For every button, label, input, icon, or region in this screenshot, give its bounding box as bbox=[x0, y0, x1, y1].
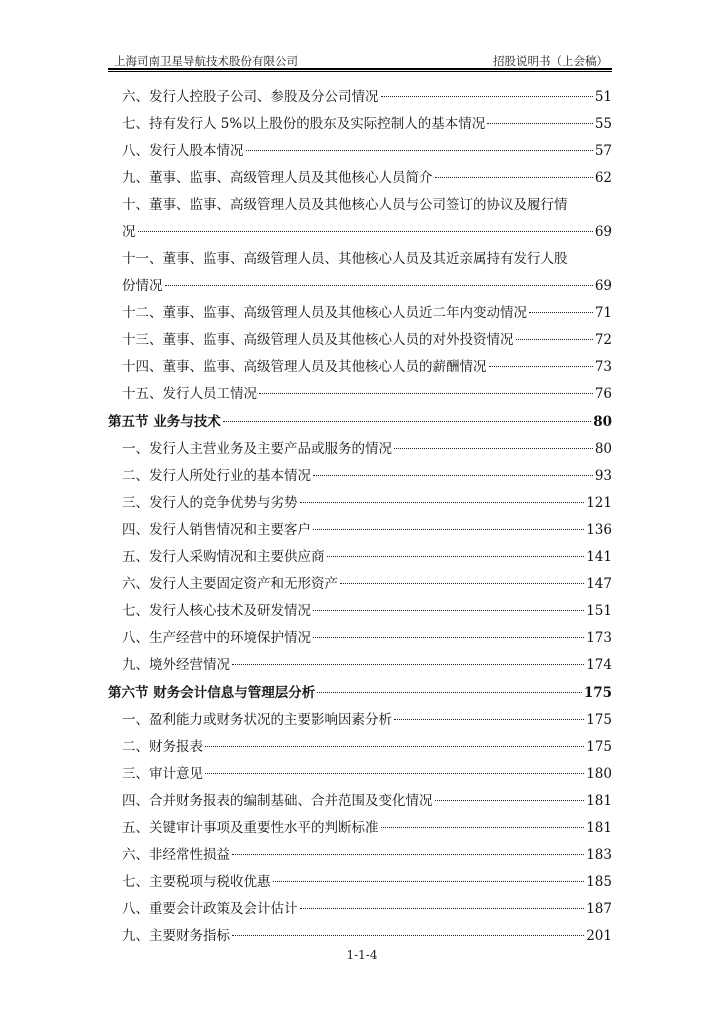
toc-entry[interactable] bbox=[108, 652, 612, 679]
toc-entry-title: 九、董事、监事、高级管理人员及其他核心人员简介 bbox=[122, 170, 433, 186]
toc-entry[interactable] bbox=[108, 327, 612, 354]
toc-entry-title: 二、发行人所处行业的基本情况 bbox=[122, 468, 311, 484]
toc-entry-title: 八、发行人股本情况 bbox=[122, 143, 244, 159]
toc-entry-page: 201 bbox=[586, 928, 612, 944]
leader-dots bbox=[300, 502, 585, 503]
toc-entry[interactable] bbox=[108, 192, 612, 246]
leader-dots bbox=[165, 285, 593, 286]
toc-entry[interactable] bbox=[108, 625, 612, 652]
toc-entry-title: 五、发行人采购情况和主要供应商 bbox=[122, 549, 325, 565]
toc-entry[interactable] bbox=[108, 463, 612, 490]
toc-entry-page: 62 bbox=[594, 170, 612, 186]
toc-section-entry[interactable] bbox=[108, 680, 612, 707]
toc-entry[interactable] bbox=[108, 815, 612, 842]
toc-entry[interactable] bbox=[108, 598, 612, 625]
toc-entry-page: 183 bbox=[586, 847, 612, 863]
leader-dots bbox=[489, 366, 593, 367]
leader-dots bbox=[205, 746, 584, 747]
toc-entry[interactable] bbox=[108, 436, 612, 463]
toc-entry-title: 八、重要会计政策及会计估计 bbox=[122, 901, 298, 917]
leader-dots bbox=[487, 123, 593, 124]
leader-dots bbox=[516, 339, 593, 340]
toc-entry-title: 六、发行人主要固定资产和无形资产 bbox=[122, 576, 338, 592]
toc-entry-title: 四、发行人销售情况和主要客户 bbox=[122, 522, 311, 538]
leader-dots bbox=[394, 448, 593, 449]
toc-section-entry[interactable] bbox=[108, 409, 612, 436]
leader-dots bbox=[381, 96, 593, 97]
leader-dots bbox=[327, 556, 585, 557]
leader-dots bbox=[223, 421, 592, 422]
toc-entry[interactable] bbox=[108, 842, 612, 869]
toc-entry-page: 76 bbox=[594, 386, 612, 402]
toc-entry-title: 七、发行人核心技术及研发情况 bbox=[122, 603, 311, 619]
toc-entry[interactable] bbox=[108, 707, 612, 734]
toc-entry-page: 147 bbox=[586, 576, 612, 592]
toc-entry[interactable] bbox=[108, 869, 612, 896]
toc-entry[interactable] bbox=[108, 544, 612, 571]
toc-entry-title: 十三、董事、监事、高级管理人员及其他核心人员的对外投资情况 bbox=[122, 332, 514, 348]
toc-entry-title-line1: 十、董事、监事、高级管理人员及其他核心人员与公司签订的协议及履行情 bbox=[122, 197, 568, 213]
toc-entry-page: 181 bbox=[586, 793, 612, 809]
toc-entry-title: 二、财务报表 bbox=[122, 739, 203, 755]
toc-entry-page: 173 bbox=[586, 630, 612, 646]
toc-entry-title: 三、审计意见 bbox=[122, 766, 203, 782]
page-header bbox=[108, 51, 612, 69]
leader-dots bbox=[313, 475, 593, 476]
toc-entry-page: 187 bbox=[586, 901, 612, 917]
toc-entry-page: 175 bbox=[586, 739, 612, 755]
toc-entry[interactable] bbox=[108, 84, 612, 111]
toc-entry-title: 一、发行人主营业务及主要产品或服务的情况 bbox=[122, 441, 392, 457]
toc-entry-title-line2: 份情况 bbox=[122, 278, 163, 294]
toc-entry-title-line2: 况 bbox=[122, 224, 136, 240]
toc-entry-page: 55 bbox=[594, 116, 612, 132]
toc-entry[interactable] bbox=[108, 517, 612, 544]
toc-entry-page: 141 bbox=[586, 549, 612, 565]
toc-entry-page: 180 bbox=[586, 766, 612, 782]
toc-entry-title: 六、非经常性损益 bbox=[122, 847, 230, 863]
toc-entry-page: 121 bbox=[586, 495, 612, 511]
toc-entry-title: 八、生产经营中的环境保护情况 bbox=[122, 630, 311, 646]
toc-entry-page: 185 bbox=[586, 874, 612, 890]
toc-entry-title: 十四、董事、监事、高级管理人员及其他核心人员的薪酬情况 bbox=[122, 359, 487, 375]
toc-entry-page: 71 bbox=[594, 305, 612, 321]
leader-dots bbox=[232, 664, 584, 665]
toc-entry[interactable] bbox=[108, 788, 612, 815]
toc-entry[interactable] bbox=[108, 138, 612, 165]
toc-entry-page: 72 bbox=[594, 332, 612, 348]
leader-dots bbox=[259, 393, 593, 394]
toc-entry-title: 五、关键审计事项及重要性水平的判断标准 bbox=[122, 820, 379, 836]
leader-dots bbox=[232, 854, 584, 855]
toc-entry-page: 174 bbox=[586, 657, 612, 673]
toc-entry-page: 73 bbox=[594, 359, 612, 375]
header-rule-thin bbox=[108, 71, 612, 72]
leader-dots bbox=[313, 637, 584, 638]
toc-entry-title: 九、主要财务指标 bbox=[122, 928, 230, 944]
toc-entry-title-line1: 十一、董事、监事、高级管理人员、其他核心人员及其近亲属持有发行人股 bbox=[122, 251, 568, 267]
leader-dots bbox=[340, 583, 584, 584]
table-of-contents bbox=[108, 84, 612, 950]
toc-entry[interactable] bbox=[108, 354, 612, 381]
page-number: 1-1-4 bbox=[346, 948, 378, 962]
toc-entry-title: 七、主要税项与税收优惠 bbox=[122, 874, 271, 890]
leader-dots bbox=[232, 935, 584, 936]
toc-entry[interactable] bbox=[108, 165, 612, 192]
toc-entry-page: 57 bbox=[594, 143, 612, 159]
toc-entry-title: 一、盈利能力或财务状况的主要影响因素分析 bbox=[122, 712, 392, 728]
toc-entry-title: 四、合并财务报表的编制基础、合并范围及变化情况 bbox=[122, 793, 433, 809]
toc-entry[interactable] bbox=[108, 761, 612, 788]
header-company-name: 上海司南卫星导航技术股份有限公司 bbox=[114, 54, 298, 68]
toc-entry[interactable] bbox=[108, 896, 612, 923]
toc-entry-title: 七、持有发行人 5%以上股份的股东及实际控制人的基本情况 bbox=[122, 116, 486, 132]
toc-entry-title: 九、境外经营情况 bbox=[122, 657, 230, 673]
toc-entry-page: 175 bbox=[586, 712, 612, 728]
toc-entry-title: 第五节 业务与技术 bbox=[108, 414, 221, 430]
leader-dots bbox=[300, 908, 585, 909]
header-document-title: 招股说明书（上会稿） bbox=[493, 54, 608, 68]
leader-dots bbox=[205, 773, 584, 774]
toc-entry-page: 80 bbox=[594, 441, 612, 457]
toc-entry-page: 151 bbox=[586, 603, 612, 619]
leader-dots bbox=[313, 529, 584, 530]
header-rule-thick bbox=[108, 68, 612, 70]
toc-entry-title: 十五、发行人员工情况 bbox=[122, 386, 257, 402]
toc-entry[interactable] bbox=[108, 923, 612, 950]
toc-entry-title: 六、发行人控股子公司、参股及分公司情况 bbox=[122, 89, 379, 105]
leader-dots bbox=[529, 312, 593, 313]
leader-dots bbox=[138, 231, 593, 232]
leader-dots bbox=[317, 692, 582, 693]
toc-entry-page: 69 bbox=[594, 278, 612, 294]
leader-dots bbox=[273, 881, 585, 882]
toc-entry[interactable] bbox=[108, 734, 612, 761]
toc-entry-page: 69 bbox=[594, 224, 612, 240]
leader-dots bbox=[394, 719, 584, 720]
leader-dots bbox=[313, 610, 584, 611]
toc-entry-page: 175 bbox=[583, 685, 612, 701]
leader-dots bbox=[435, 800, 585, 801]
toc-entry-title: 十二、董事、监事、高级管理人员及其他核心人员近二年内变动情况 bbox=[122, 305, 527, 321]
toc-entry-title: 三、发行人的竞争优势与劣势 bbox=[122, 495, 298, 511]
toc-entry-page: 80 bbox=[593, 414, 612, 430]
toc-entry[interactable] bbox=[108, 111, 612, 138]
toc-entry[interactable] bbox=[108, 381, 612, 408]
toc-entry[interactable] bbox=[108, 571, 612, 598]
toc-entry-title: 第六节 财务会计信息与管理层分析 bbox=[108, 685, 316, 701]
toc-entry[interactable] bbox=[108, 490, 612, 517]
leader-dots bbox=[435, 177, 593, 178]
leader-dots bbox=[246, 150, 593, 151]
toc-entry-page: 136 bbox=[586, 522, 612, 538]
toc-entry-page: 181 bbox=[586, 820, 612, 836]
toc-entry[interactable] bbox=[108, 300, 612, 327]
toc-entry[interactable] bbox=[108, 246, 612, 300]
toc-entry-page: 93 bbox=[594, 468, 612, 484]
leader-dots bbox=[381, 827, 585, 828]
toc-entry-page: 51 bbox=[594, 89, 612, 105]
